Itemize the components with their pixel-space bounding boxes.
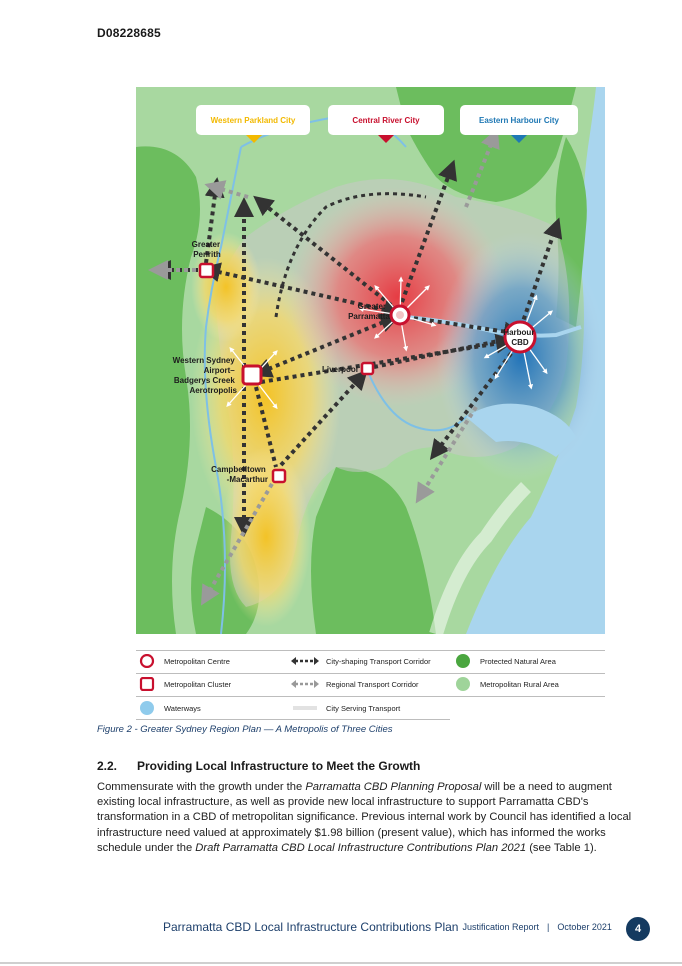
legend-divider	[136, 650, 605, 651]
tag-western-label: Western Parkland City	[210, 116, 296, 125]
footer-date: October 2021	[557, 922, 612, 932]
bottom-rule	[0, 962, 682, 964]
footer-subtitle: Justification Report	[462, 922, 540, 932]
western-parkland-glow-south	[221, 447, 311, 627]
section-title: Providing Local Infrastructure to Meet the Growth	[137, 759, 421, 773]
legend-city-serving: City Serving Transport	[326, 703, 401, 713]
legend-regional-corridor: Regional Transport Corridor	[290, 677, 419, 691]
three-cities-map	[136, 87, 605, 634]
campbelltown-cluster-marker	[273, 470, 285, 482]
legend-city-shaping-corridor: City-shaping Transport Corridor	[290, 654, 431, 668]
section-number: 2.2.	[97, 759, 118, 773]
airport-cluster-marker	[243, 366, 261, 384]
harbour-centre-marker	[505, 322, 535, 352]
label-parramatta: Greater Parramatta	[348, 302, 390, 321]
figure-caption: Figure 2 - Greater Sydney Region Plan — A Metropolis of Three Cities	[97, 724, 393, 735]
legend-protected-natural: Protected Natural Area	[452, 654, 556, 668]
tag-central-label: Central River City	[352, 116, 420, 125]
penrith-cluster-marker	[200, 264, 213, 277]
legend-divider	[136, 673, 605, 674]
section-heading	[97, 759, 420, 773]
legend-divider	[136, 696, 605, 697]
legend-metropolitan-centre: Metropolitan Centre	[136, 654, 230, 668]
label-liverpool: Liverpool	[321, 365, 358, 374]
body-paragraph: Commensurate with the growth under the Parramatta CBD Planning Proposal will be a need to augment existing local infrastructure, as well as provide new local infrastructure to support Parramatta CBD's transformation in a CBD of metropolitan significance. Previous internal work by Council has identified a local infrastructure need valued at approximately $1.98 billion (present value), which has informed the works schedule under the Draft Parramatta CBD Local Infrastructure Contributions Plan 2021 (see Table 1).	[97, 781, 632, 854]
page-number: 4	[626, 917, 650, 941]
page-footer	[163, 920, 612, 934]
legend-waterways: Waterways	[136, 701, 201, 715]
liverpool-cluster-marker	[362, 363, 373, 374]
eastern-harbour-glow	[436, 232, 605, 482]
legend-metropolitan-cluster: Metropolitan Cluster	[136, 677, 231, 691]
legend-divider	[136, 719, 450, 720]
parramatta-centre-dot	[396, 311, 404, 319]
legend-metropolitan-rural: Metropolitan Rural Area	[452, 677, 559, 691]
label-harbour-cbd: Harbour CBD	[503, 328, 535, 347]
footer-title: Parramatta CBD Local Infrastructure Contributions Plan	[163, 920, 459, 934]
label-airport: Western Sydney Airport– Badgerys Creek Aerotropolis	[172, 356, 237, 395]
map-legend	[136, 650, 605, 722]
label-campbelltown: Campbelltown -Macarthur	[211, 465, 268, 484]
tag-eastern-label: Eastern Harbour City	[478, 116, 560, 125]
label-penrith: Greater Penrith	[191, 240, 221, 259]
document-id: D08228685	[97, 26, 161, 40]
footer-separator: |	[547, 922, 550, 932]
